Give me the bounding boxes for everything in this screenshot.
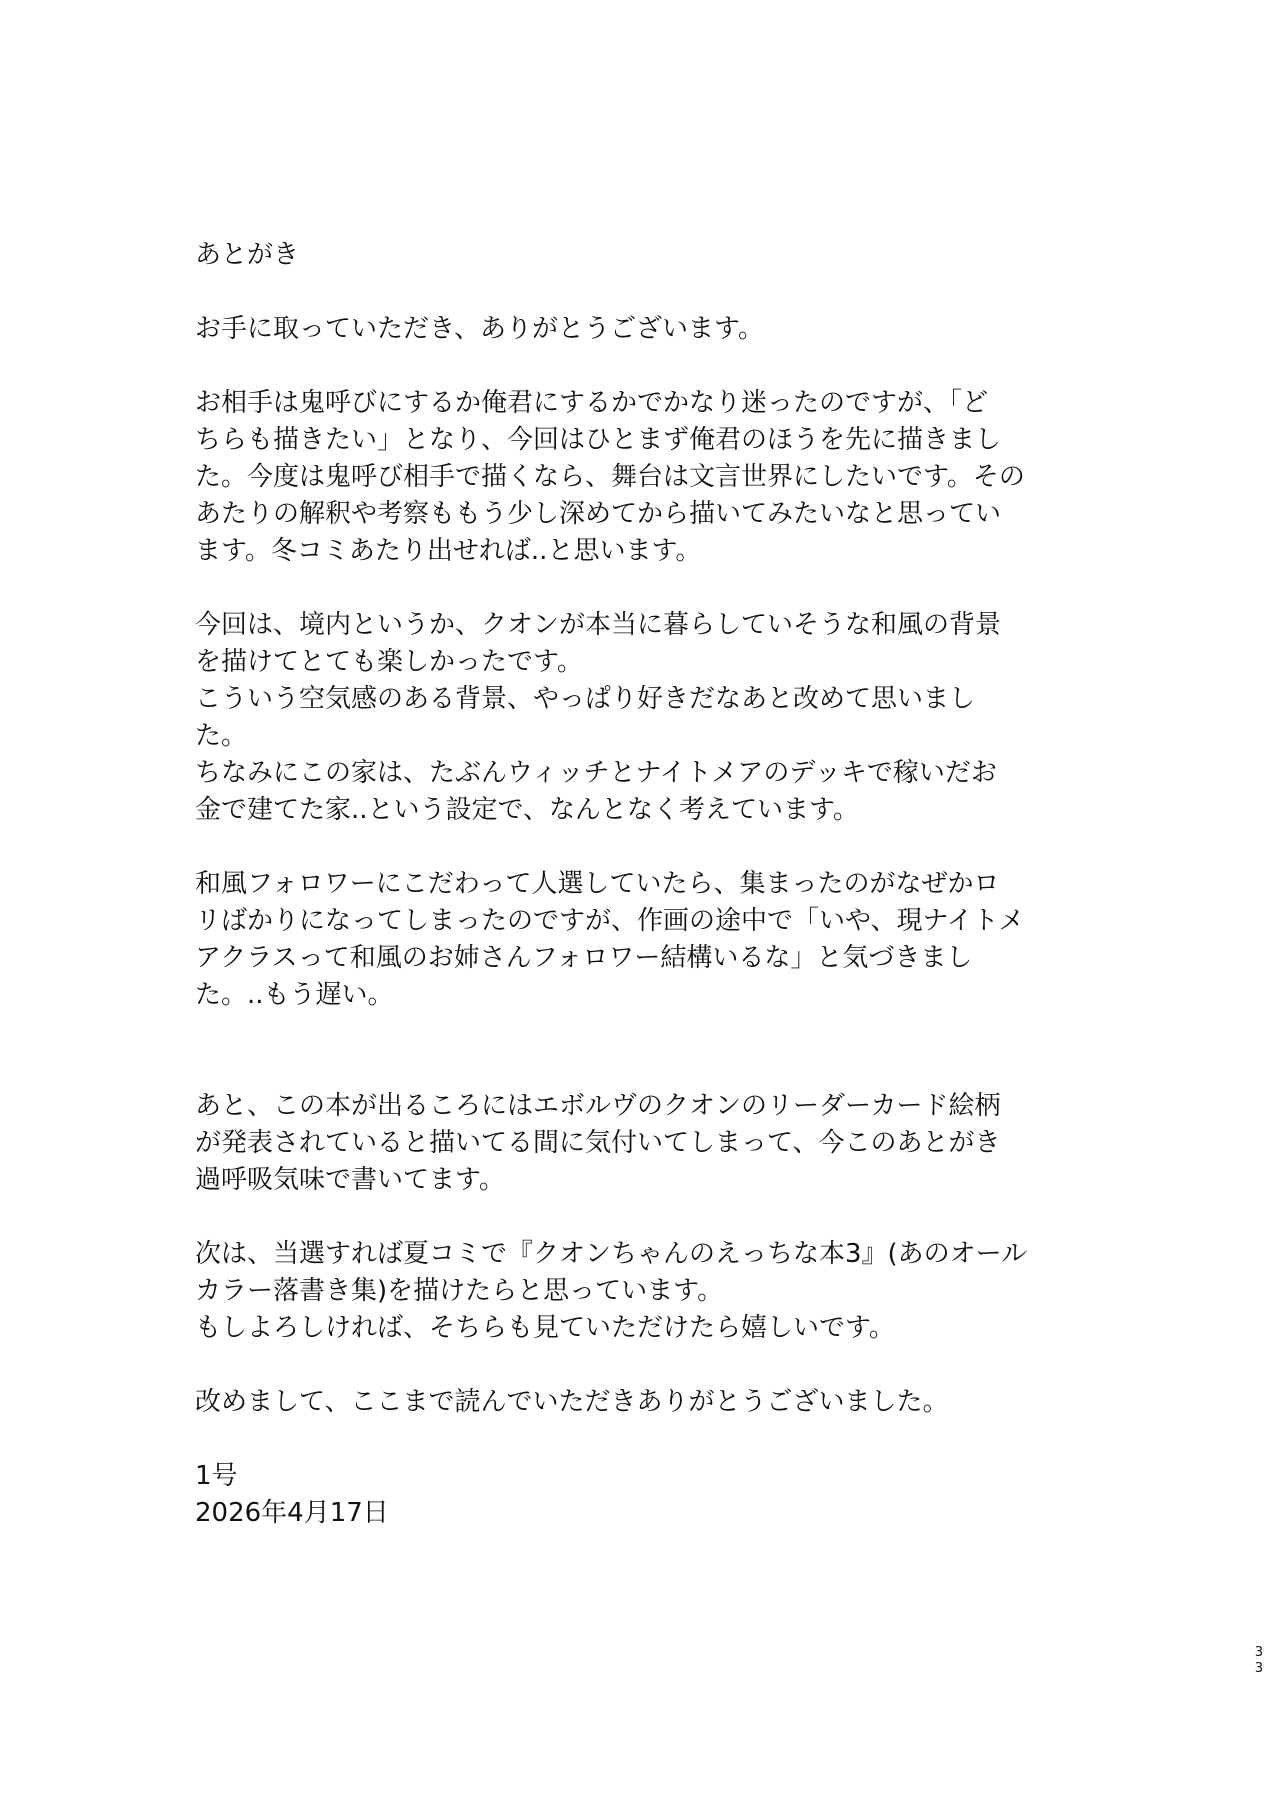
- extra-spacing: [195, 1051, 1095, 1088]
- text-line: カラー落書き集)を描けたらと思っています。: [195, 1276, 724, 1306]
- text-line: た。..もう遅い。: [195, 980, 394, 1010]
- text-line: ちなみにこの家は、たぶんウィッチとナイトメアのデッキで稼いだお: [195, 758, 997, 788]
- page-number: 33: [1254, 1645, 1264, 1676]
- paragraph-closing: [195, 1384, 1095, 1421]
- text-line: ちらも描きたい」となり、今回はひとまず俺君のほうを先に描きまし: [195, 425, 1002, 455]
- text-line: 次は、当選すれば夏コミで『クオンちゃんのえっちな本3』(あのオール: [195, 1239, 1028, 1269]
- text-line: 和風フォロワーにこだわって人選していたら、集まったのがなぜかロ: [195, 869, 1000, 899]
- text-line: が発表されていると描いてる間に気付いてしまって、今このあとがき: [195, 1128, 1001, 1158]
- text-line: 改めまして、ここまで読んでいただきありがとうございました。: [195, 1387, 949, 1417]
- text-line: を描けてとても楽しかったです。: [195, 647, 583, 677]
- text-line: もしよろしければ、そちらも見ていただけたら嬉しいです。: [195, 1313, 895, 1343]
- signature-date: 2026年4月17日: [195, 1498, 389, 1528]
- text-line: た。: [195, 721, 248, 751]
- heading-text: あとがき: [195, 240, 300, 270]
- afterword-heading: [195, 237, 1095, 274]
- text-line: た。今度は鬼呼び相手で描くなら、舞台は文言世界にしたいです。その: [195, 462, 1025, 492]
- text-line: リばかりになってしまったのですが、作画の途中で「いや、現ナイトメ: [195, 906, 1025, 936]
- paragraph-followers: [195, 866, 1095, 1014]
- paragraph-thanks: [195, 311, 1095, 348]
- text-line: あと、この本が出るころにはエボルヴのクオンのリーダーカード絵柄: [195, 1091, 1001, 1121]
- text-line: 金で建てた家..という設定で、なんとなく考えています。: [195, 795, 859, 825]
- text-line: お手に取っていただき、ありがとうございます。: [195, 314, 764, 344]
- signature-block: [195, 1458, 1095, 1532]
- text-line: こういう空気感のある背景、やっぱり好きだなあと改めて思いまし: [195, 684, 976, 714]
- text-line: アクラスって和風のお姉さんフォロワー結構いるな」と気づきまし: [195, 943, 973, 973]
- paragraph-leader-card: [195, 1088, 1095, 1199]
- text-line: お相手は鬼呼びにするか俺君にするかでかなり迷ったのですが、「ど: [195, 388, 989, 418]
- text-line: 過呼吸気味で書いてます。: [195, 1165, 505, 1195]
- paragraph-partner-choice: [195, 385, 1095, 570]
- text-line: 今回は、境内というか、クオンが本当に暮らしていそうな和風の背景: [195, 610, 1002, 640]
- afterword-body: [195, 237, 1095, 1532]
- text-line: あたりの解釈や考察ももう少し深めてから描いてみたいなと思ってい: [195, 499, 1002, 529]
- paragraph-background: [195, 607, 1095, 829]
- text-line: ます。冬コミあたり出せれば..と思います。: [195, 536, 702, 566]
- paragraph-next-book: [195, 1236, 1095, 1347]
- author-name: 1号: [195, 1461, 238, 1491]
